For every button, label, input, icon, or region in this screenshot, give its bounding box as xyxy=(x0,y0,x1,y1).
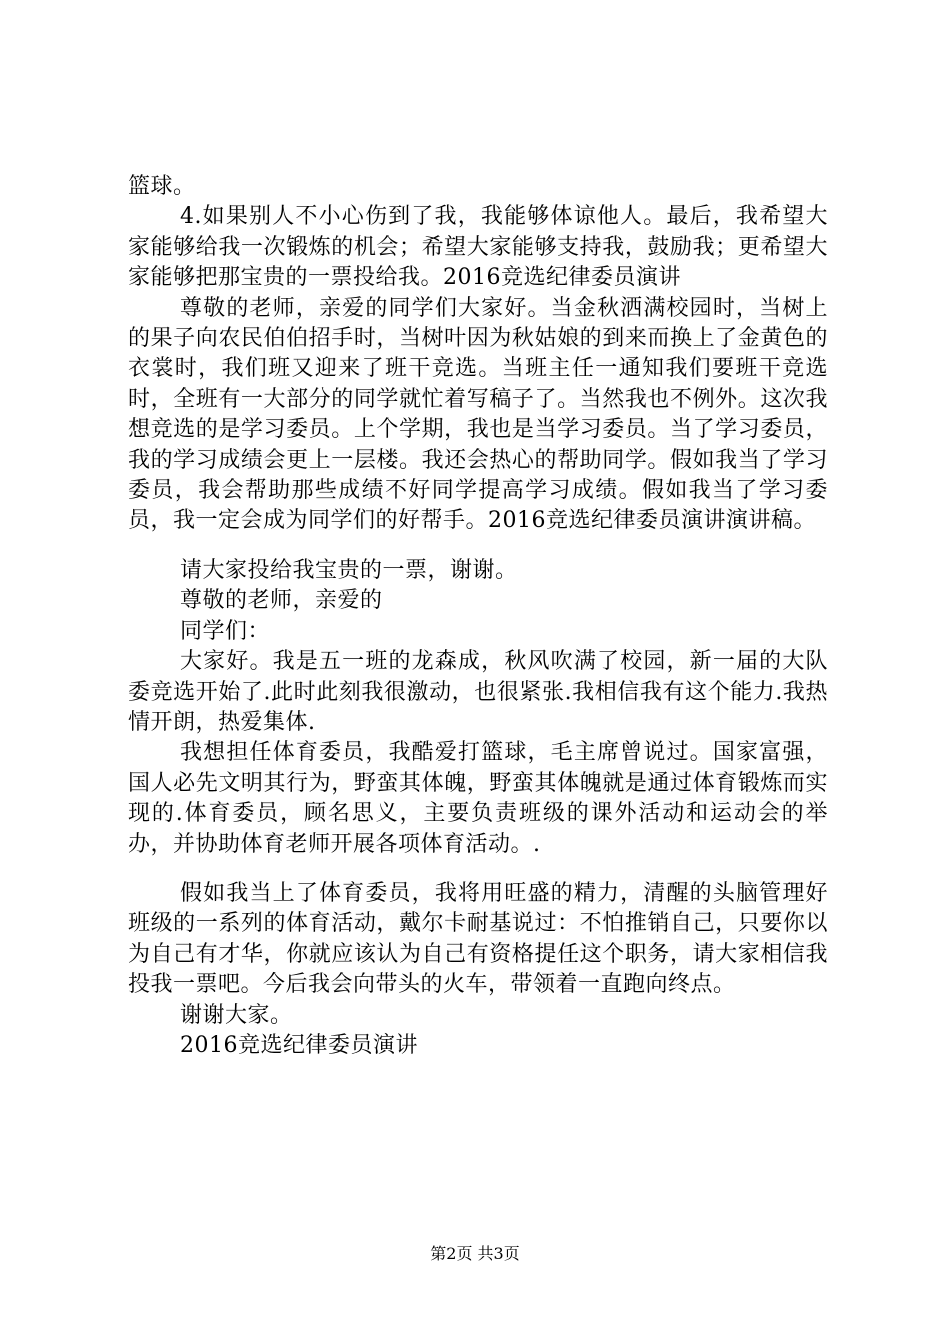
paragraph-sports-committee: 我想担任体育委员，我酷爱打篮球，毛主席曾说过。国家富强，国人必先文明其行为，野蛮其体魄，野蛮其体魄就是通过体育锻炼而实现的.体育委员，顾名思义，主要负责班级的课外活动和运动会的举办，并协助体育老师开展各项体育活动。. xyxy=(128,740,828,857)
paragraph-greeting: 尊敬的老师，亲爱的 xyxy=(180,588,383,614)
paragraph-greeting-classmates: 同学们： xyxy=(180,618,271,644)
paragraph-promise: 假如我当上了体育委员，我将用旺盛的精力，清醒的头脑管理好班级的一系列的体育活动，戴尔卡耐基说过：不怕推销自己，只要你以为自己有才华，你就应该认为自己有资格提任这个职务，请大家相信我投我一票吧。今后我会向带头的火车，带领着一直跑向终点。 xyxy=(128,880,828,998)
document-body xyxy=(128,172,828,1061)
paragraph-basketball-end: 篮球。 xyxy=(128,174,196,199)
paragraph-point-four: 4.如果别人不小心伤到了我，我能够体谅他人。最后，我希望大家能够给我一次锻炼的机会；希望大家能够支持我，鼓励我；更希望大家能够把那宝贵的一票投给我。2016竞选纪律委员演讲 xyxy=(128,204,828,291)
paragraph-study-committee-speech: 尊敬的老师，亲爱的同学们大家好。当金秋洒满校园时，当树上的果子向农民伯伯招手时，当树叶因为秋姑娘的到来而换上了金黄色的衣裳时，我们班又迎来了班干竞选。当班主任一通知我们要班干竞选时，全班有一大部分的同学就忙着写稿子了。当然我也不例外。这次我想竞选的是学习委员。上个学期，我也是当学习委员。当了学习委员，我的学习成绩会更上一层楼。我还会热心的帮助同学。假如我当了学习委员，我会帮助那些成绩不好同学提高学习成绩。假如我当了学习委员，我一定会成为同学们的好帮手。2016竞选纪律委员演讲演讲稿。 xyxy=(128,295,828,534)
paragraph-thanks: 谢谢大家。 xyxy=(180,1002,293,1028)
page-footer: 第2页 共3页 xyxy=(430,1244,520,1263)
paragraph-vote-request: 请大家投给我宝贵的一票，谢谢。 xyxy=(180,557,518,583)
paragraph-closing-title: 2016竞选纪律委员演讲 xyxy=(180,1032,418,1058)
paragraph-introduction: 大家好。我是五一班的龙森成，秋风吹满了校园，新一届的大队委竞选开始了.此时此刻我很激动，也很紧张.我相信我有这个能力.我热情开朗，热爱集体. xyxy=(128,649,828,735)
